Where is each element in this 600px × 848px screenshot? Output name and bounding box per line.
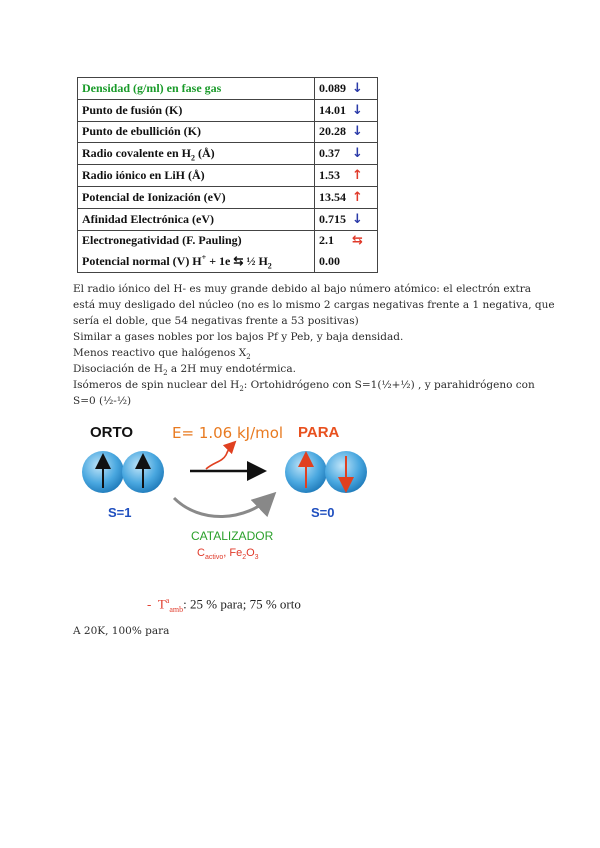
paragraph-line: está muy desligado del núcleo (no es lo mismo 2 cargas negativas frente a 1 negativa, que [73, 299, 555, 311]
property-cell: Potencial normal (V) H+ + 1e ⇆ ½ $H_2$ [78, 251, 315, 272]
trend-arrow-icon: ↓ [352, 124, 363, 140]
paragraph-line: Disociación de $H_2$ a 2H muy endotérmica. [73, 363, 296, 378]
trend-arrow-icon: ↑ [352, 168, 363, 184]
paragraph-line: S=0 (½-½) [73, 395, 132, 407]
value-cell: 0.37 ↓ [315, 143, 378, 165]
paragraph-line: sería el doble, que 54 negativas frente a 53 positivas) [73, 315, 359, 327]
trend-arrow-icon: ↓ [352, 102, 363, 118]
value-cell: 20.28 ↓ [315, 121, 378, 143]
trend-arrow-icon: ↓ [352, 80, 363, 96]
property-cell: Radio covalente en $H_2$ (Å) [78, 143, 315, 165]
footer-note: A 20K, 100% para [73, 625, 170, 637]
trend-arrow-icon: ↓ [352, 211, 363, 227]
value-cell: 1.53 ↑ [315, 165, 378, 187]
value-cell: 0.00 [315, 251, 378, 272]
value-cell: 0.715 ↓ [315, 208, 378, 230]
orto-molecule [82, 451, 164, 493]
ambient-temperature-note: - $T^a_{amb}$: 25 % para; 75 % orto [147, 596, 301, 614]
s0-label: S=0 [311, 505, 335, 520]
trend-arrow-icon: ↓ [352, 146, 363, 162]
value-cell: 2.1 ⇆ [315, 230, 378, 251]
value-cell: 13.54 ↑ [315, 186, 378, 208]
para-label: PARA [298, 424, 340, 441]
value-cell: 0.089 ↓ [315, 78, 378, 100]
paragraph-line: El radio iónico del H- es muy grande debido al bajo número atómico: el electrón extra [73, 283, 532, 295]
energy-arrow [206, 444, 233, 469]
paragraph-line: Isómeros de spin nuclear del $H_2$: Ortohidrógeno con S=1(½+½) , y parahidrógeno con [73, 379, 535, 394]
catalyst-label: CATALIZADOR [191, 529, 274, 543]
property-cell: Potencial de Ionización (eV) [78, 186, 315, 208]
paragraph-line: Similar a gases nobles por los bajos Pf y Peb, y baja densidad. [73, 331, 404, 343]
trend-arrow-icon: ↑ [352, 189, 363, 205]
property-cell: Punto de fusión (K) [78, 99, 315, 121]
paragraph-line: Menos reactivo que halógenos $X_2$ [73, 347, 251, 362]
value-cell: 14.01 ↓ [315, 99, 378, 121]
para-molecule [285, 451, 367, 493]
property-cell: Afinidad Electrónica (eV) [78, 208, 315, 230]
trend-arrow-icon: ⇆ [352, 233, 363, 249]
s1-label: S=1 [108, 505, 132, 520]
property-cell: Punto de ebullición (K) [78, 121, 315, 143]
property-cell: Densidad (g/ml) en fase gas [78, 78, 315, 100]
catalyst-formula: $C_{activo}$, $Fe_2O_3$ [197, 547, 259, 561]
orto-label: ORTO [90, 424, 134, 441]
property-cell: Radio iónico en LiH (Å) [78, 165, 315, 187]
catalyst-arrow [174, 496, 272, 517]
energy-label: E= 1.06 kJ/mol [172, 424, 284, 442]
property-cell: Electronegatividad (F. Pauling) [78, 230, 315, 251]
